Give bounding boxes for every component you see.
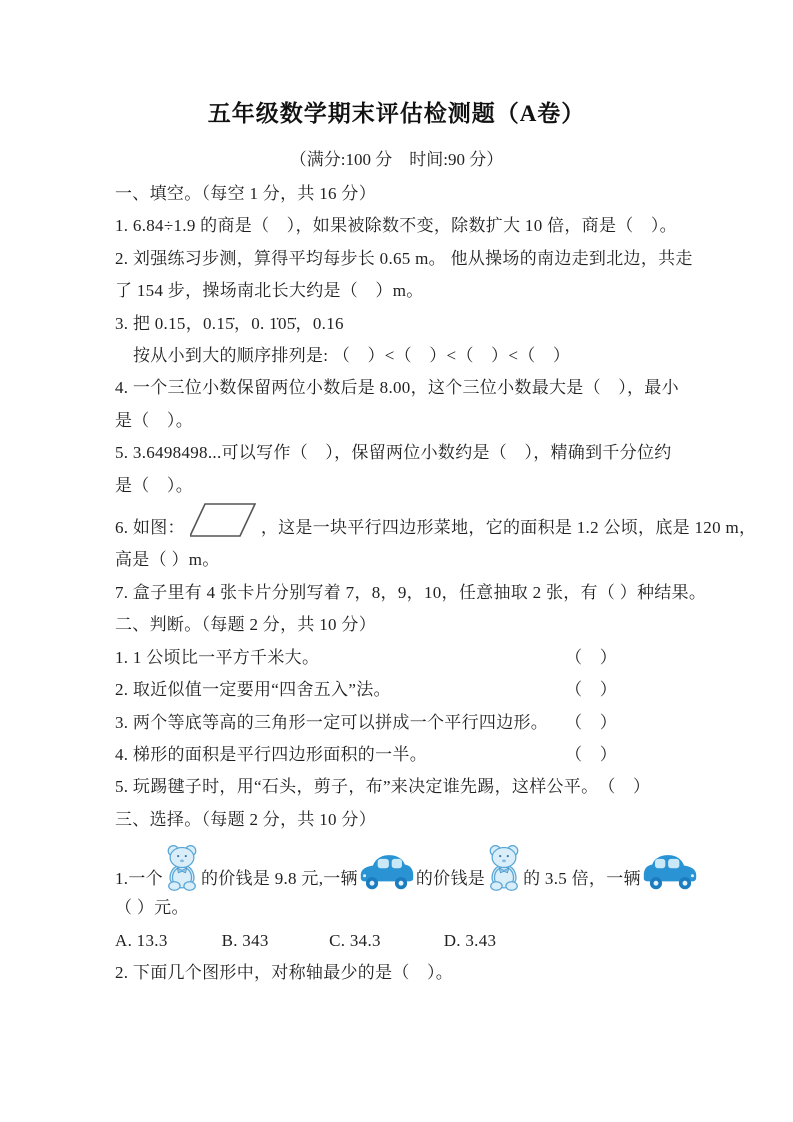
choice-q1-line1 [115,836,715,892]
tf-text: 5. 玩踢毽子时，用“石头，剪子，布”来决定谁先踢，这样公平。 [115,777,599,797]
fill-q2-line2: 了 154 步，操场南北长大约是（ ）m。 [115,281,424,301]
tf-bracket: （ ） [565,680,617,700]
choice-q1-part4: 的 3.5 倍，一辆 [523,869,641,889]
toy-car-icon [358,852,416,892]
tf-text: 2. 取近似值一定要用“四舍五入”法。 [115,680,391,700]
option-c: C. 34.3 [329,930,381,950]
tf-bracket: （ ） [565,712,617,732]
fill-q6-line1 [115,502,757,544]
toy-car-icon [641,852,699,892]
teddy-bear-icon [163,842,201,892]
tf-row-1 [115,642,617,674]
tf-row-5 [115,771,651,803]
fill-q5-line1: 5. 3.6498498...可以写作（ ），保留两位小数约是（ ），精确到千分位约 [115,443,672,463]
tf-bracket: （ ） [565,647,617,667]
option-d: D. 3.43 [443,930,497,950]
fill-q5-line2: 是（ ）。 [115,475,193,495]
parallelogram-figure [190,502,256,538]
tf-text: 1. 1 公顷比一平方千米大。 [115,647,320,667]
fill-q4-line1: 4. 一个三位小数保留两位小数后是 8.00，这个三位小数最大是（ ），最小 [115,378,679,398]
choice-q1-part3: 的价钱是 [415,869,486,889]
option-a: A. 13.3 [115,930,168,950]
tf-text: 3. 两个等底等高的三角形一定可以拼成一个平行四边形。 [115,712,549,732]
fill-q7: 7. 盒子里有 4 张卡片分别写着 7，8，9，10，任意抽取 2 张，有（ ）种结果。 [115,582,707,602]
choice-q2: 2. 下面几个图形中，对称轴最少的是（ ）。 [115,962,454,982]
fill-q2-line1: 2. 刘强练习步测，算得平均每步长 0.65 m。 他从操场的南边走到北边，共走 [115,248,693,268]
tf-row-2 [115,674,617,706]
tf-bracket: （ ） [598,777,651,797]
fill-q6-line2: 高是（ ）m。 [115,550,220,570]
tf-row-3 [115,707,617,739]
choice-q1-part1: 1.一个 [115,869,163,889]
choice-q1-part2: 的价钱是 9.8 元,一辆 [200,869,358,889]
choice-q1-options [115,925,715,957]
exam-info: （满分:100 分 时间:90 分） [289,150,504,169]
tf-row-4 [115,739,617,771]
fill-q3-line2: 按从小到大的顺序排列是: （ ）<（ ）<（ ）<（ ） [133,346,571,366]
fill-q6-suffix: ，这是一块平行四边形菜地，它的面积是 1.2 公顷，底是 120 m， [260,518,757,538]
fill-q1: 1. 6.84÷1.9 的商是（ ），如果被除数不变，除数扩大 10 倍，商是（ ）。 [115,216,677,236]
teddy-bear-icon [485,842,523,892]
fill-q4-line2: 是（ ）。 [115,410,193,430]
option-b: B. 343 [221,930,269,950]
choice-q1-line2: （ ）元。 [115,898,189,918]
fill-q6-prefix: 6. 如图： [115,518,185,538]
tf-text: 4. 梯形的面积是平行四边形面积的一半。 [115,744,427,764]
section3-heading: 三、选择。（每题 2 分，共 10 分） [115,809,376,829]
section2-heading: 二、判断。（每题 2 分，共 10 分） [115,615,376,635]
fill-q3-line1: 3. 把 0.15，0.15̇，0. 1̇05̇，0.16 [115,313,344,333]
exam-body [115,178,757,989]
section1-heading: 一、填空。（每空 1 分，共 16 分） [115,184,376,203]
page-title: 五年级数学期末评估检测题（A卷） [207,101,586,126]
tf-bracket: （ ） [565,744,617,764]
